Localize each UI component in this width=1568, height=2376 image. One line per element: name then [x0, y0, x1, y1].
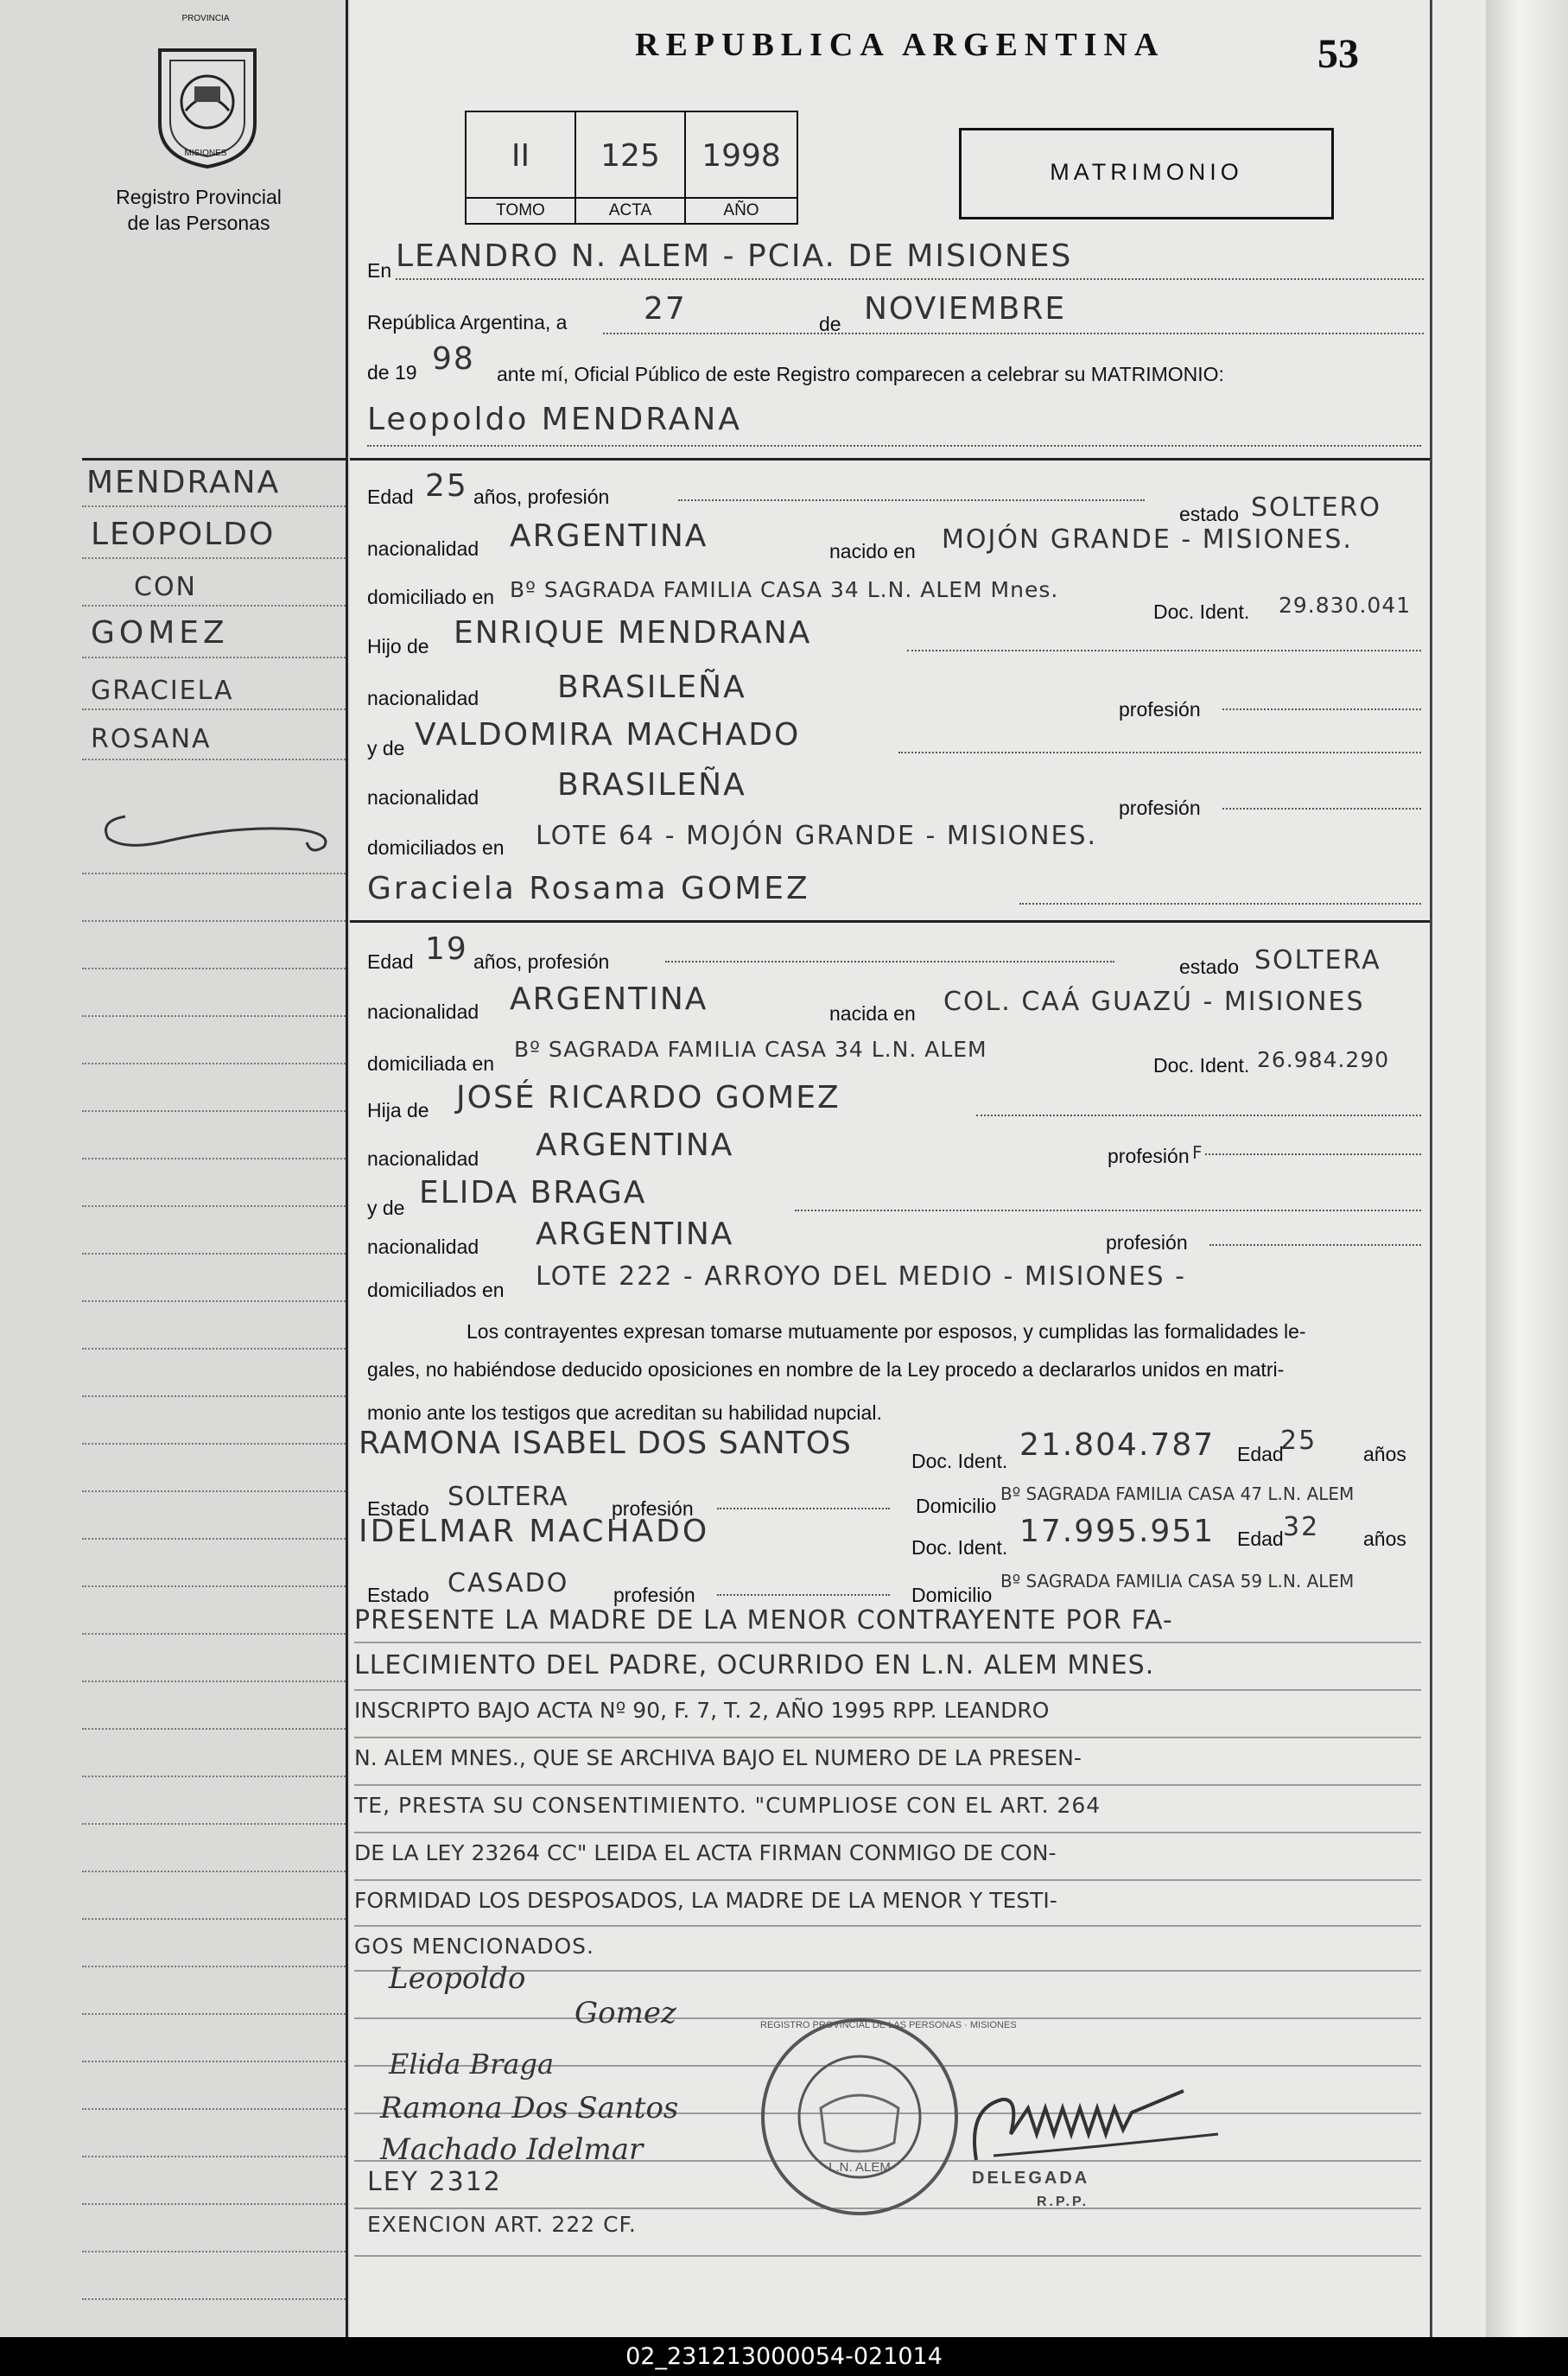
margin-line: ROSANA [91, 724, 212, 754]
signature-mother: Elida Braga [389, 2048, 555, 2081]
tomo-label: TOMO [467, 197, 575, 223]
official-sub: R.P.P. [1037, 2195, 1089, 2209]
seal-text-top: PROVINCIA [181, 14, 230, 23]
witness1-anos-label: años [1363, 1443, 1406, 1465]
groom-nacido: MOJÓN GRANDE - MISIONES. [942, 524, 1353, 555]
groom-nacionalidad-label: nacionalidad [367, 537, 479, 560]
groom-mother-nac: BRASILEÑA [557, 767, 746, 803]
witness1-edad: 25 [1280, 1426, 1317, 1456]
bride-nacida-label: nacida en [829, 1002, 916, 1025]
law-line: LEY 2312 [367, 2167, 502, 2197]
record-type-box [959, 128, 1334, 219]
margin-flourish-icon [91, 799, 341, 860]
tomo-value: II [511, 138, 530, 174]
country-title: REPUBLICA ARGENTINA [635, 27, 1165, 63]
bride-doc: 26.984.290 [1257, 1047, 1390, 1072]
image-id-footer: 02_231213000054-021014 [0, 2337, 1568, 2376]
signature-groom: Leopoldo [389, 1961, 526, 1996]
declaration-line3: monio ante los testigos que acreditan su habilidad nupcial. [367, 1401, 882, 1424]
en-label: En [367, 259, 392, 282]
groom-father-prof-label: profesión [1119, 698, 1201, 721]
groom-hijo-label: Hijo de [367, 635, 429, 658]
witness1-edad-label: Edad [1237, 1443, 1284, 1465]
month-value: NOVIEMBRE [864, 291, 1067, 327]
witness1-profesion-label: profesión [612, 1497, 694, 1520]
groom-parents-domicilio: LOTE 64 - MOJÓN GRANDE - MISIONES. [536, 821, 1098, 851]
witness2-anos-label: años [1363, 1528, 1406, 1550]
bride-name: Graciela Rosama GOMEZ [367, 871, 810, 906]
signature-witness1: Ramona Dos Santos [380, 2091, 679, 2125]
margin-line: MENDRANA [86, 465, 281, 500]
witness2-domicilio-label: Domicilio [911, 1584, 993, 1606]
bride-domicilio-label: domiciliada en [367, 1052, 495, 1075]
margin-divider [346, 0, 348, 2337]
bride-father: JOSÉ RICARDO GOMEZ [456, 1080, 841, 1115]
groom-mother-nac-label: nacionalidad [367, 786, 479, 809]
note-line: GOS MENCIONADOS. [354, 1934, 594, 1959]
bride-hija-label: Hija de [367, 1099, 429, 1121]
margin-line: GOMEZ [91, 615, 229, 651]
registry-name-line1: Registro Provincial [116, 186, 282, 208]
groom-domicilio-label: domiciliado en [367, 586, 495, 608]
bride-mother: ELIDA BRAGA [419, 1175, 647, 1210]
groom-mother-prof-label: profesión [1119, 797, 1201, 819]
ante-text: ante mí, Oficial Público de este Registro comparecen a celebrar su MATRIMONIO: [497, 363, 1224, 385]
registry-stamp-icon [756, 2013, 1017, 2220]
ano-cell [686, 112, 797, 223]
witness1-doc: 21.804.787 [1019, 1427, 1216, 1463]
signature-bride: Gomez [575, 1996, 676, 2030]
ano-value: 1998 [701, 138, 781, 174]
acta-label: ACTA [576, 197, 684, 223]
groom-yde-label: y de [367, 737, 405, 759]
place-value: LEANDRO N. ALEM - PCIA. DE MISIONES [396, 238, 1073, 274]
groom-estado-label: estado [1179, 503, 1240, 525]
margin-line: GRACIELA [91, 676, 234, 706]
bride-mother-prof-label: profesión [1106, 1231, 1188, 1254]
margin-line: LEOPOLDO [91, 517, 276, 552]
bride-nacionalidad: ARGENTINA [510, 982, 708, 1017]
note-line: PRESENTE LA MADRE DE LA MENOR CONTRAYENTE POR FA- [354, 1605, 1173, 1636]
official-title: DELEGADA [972, 2169, 1090, 2188]
bride-estado-label: estado [1179, 956, 1240, 978]
republica-label: República Argentina, a [367, 311, 568, 334]
margin-column [0, 0, 350, 2337]
witness2-name: IDELMAR MACHADO [359, 1514, 710, 1549]
witness2-domicilio: Bº SAGRADA FAMILIA CASA 59 L.N. ALEM [1000, 1571, 1355, 1591]
book-page-edge [1486, 0, 1568, 2337]
de-label: de [819, 313, 841, 335]
stamp-center-text: L.N. ALEM [828, 2160, 891, 2175]
groom-mother: VALDOMIRA MACHADO [415, 717, 801, 753]
right-border [1430, 0, 1432, 2337]
witness1-domicilio-label: Domicilio [916, 1495, 997, 1517]
bride-father-prof: F [1192, 1142, 1204, 1163]
bride-edad: 19 [425, 931, 468, 967]
record-type: MATRIMONIO [1050, 159, 1243, 185]
witness2-profesion-label: profesión [613, 1584, 695, 1606]
bride-domicilio: Bº SAGRADA FAMILIA CASA 34 L.N. ALEM [514, 1037, 987, 1062]
tomo-cell [467, 112, 576, 223]
bride-father-prof-label: profesión [1108, 1145, 1190, 1167]
witness1-doc-label: Doc. Ident. [911, 1450, 1008, 1472]
year-suffix: 98 [432, 341, 475, 377]
note-line: FORMIDAD LOS DESPOSADOS, LA MADRE DE LA MENOR Y TESTI- [354, 1888, 1057, 1913]
official-signature-icon [959, 2074, 1235, 2177]
exencion-line: EXENCION ART. 222 CF. [367, 2212, 637, 2237]
groom-domicilio: Bº SAGRADA FAMILIA CASA 34 L.N. ALEM Mnes. [510, 577, 1059, 602]
note-line: N. ALEM MNES., QUE SE ARCHIVA BAJO EL NUMERO DE LA PRESEN- [354, 1745, 1082, 1770]
acta-cell [576, 112, 686, 223]
witness2-estado-label: Estado [367, 1584, 429, 1606]
acta-value: 125 [600, 138, 660, 174]
witness1-name: RAMONA ISABEL DOS SANTOS [359, 1426, 852, 1461]
witness1-domicilio: Bº SAGRADA FAMILIA CASA 47 L.N. ALEM [1000, 1483, 1355, 1504]
witness1-estado-label: Estado [367, 1497, 429, 1520]
page-number: 53 [1317, 31, 1359, 77]
witness2-estado: CASADO [448, 1568, 569, 1598]
bride-section-divider [350, 920, 1430, 923]
witness1-estado: SOLTERA [448, 1482, 568, 1512]
bride-mother-nac: ARGENTINA [536, 1217, 734, 1252]
groom-name: Leopoldo MENDRANA [367, 402, 742, 437]
bride-parents-domicilio: LOTE 222 - ARROYO DEL MEDIO - MISIONES - [536, 1261, 1186, 1292]
year-prefix: de 19 [367, 361, 417, 384]
note-line: LLECIMIENTO DEL PADRE, OCURRIDO EN L.N. ALEM MNES. [354, 1650, 1155, 1680]
day-value: 27 [644, 291, 687, 327]
bride-yde-label: y de [367, 1197, 405, 1219]
witness2-edad-label: Edad [1237, 1528, 1284, 1550]
margin-line: CON [134, 572, 198, 602]
bride-edad-label: Edad [367, 950, 414, 973]
note-line: INSCRIPTO BAJO ACTA Nº 90, F. 7, T. 2, AÑO 1995 RPP. LEANDRO [354, 1698, 1050, 1723]
bride-father-nac: ARGENTINA [536, 1128, 734, 1163]
groom-nacionalidad: ARGENTINA [510, 518, 708, 554]
groom-domiciliados-label: domiciliados en [367, 836, 505, 859]
seal-text-bottom: MISIONES [184, 149, 227, 158]
declaration-line1: Los contrayentes expresan tomarse mutuamente por esposos, y cumplidas las formalidades le- [467, 1320, 1306, 1343]
bride-father-nac-label: nacionalidad [367, 1147, 479, 1170]
bride-doc-label: Doc. Ident. [1153, 1054, 1250, 1077]
note-line: DE LA LEY 23264 CC" LEIDA EL ACTA FIRMAN CONMIGO DE CON- [354, 1840, 1057, 1865]
bride-nacionalidad-label: nacionalidad [367, 1001, 479, 1023]
witness2-doc-label: Doc. Ident. [911, 1536, 1008, 1559]
stamp-ring-text: REGISTRO PROVINCIAL DE LAS PERSONAS · MISIONES [760, 2020, 1017, 2030]
record-reference-box [465, 111, 798, 225]
groom-father-nac-label: nacionalidad [367, 687, 479, 709]
groom-doc-label: Doc. Ident. [1153, 600, 1250, 623]
groom-section-divider [350, 458, 1430, 461]
groom-doc: 29.830.041 [1279, 593, 1412, 618]
groom-edad-label: Edad [367, 486, 414, 508]
ano-label: AÑO [686, 197, 797, 223]
declaration-line2: gales, no habiéndose deducido oposiciones en nombre de la Ley procedo a declararlos unidos en matri- [367, 1358, 1285, 1381]
groom-father-nac: BRASILEÑA [557, 670, 746, 705]
groom-father: ENRIQUE MENDRANA [454, 615, 812, 651]
groom-profesion-label: años, profesión [473, 486, 610, 508]
witness2-doc: 17.995.951 [1019, 1514, 1216, 1549]
registry-name-line2: de las Personas [127, 212, 270, 234]
groom-estado: SOLTERO [1251, 492, 1381, 523]
signature-witness2: Machado Idelmar [380, 2132, 644, 2167]
witness2-edad: 32 [1283, 1512, 1320, 1542]
bride-mother-nac-label: nacionalidad [367, 1236, 479, 1258]
bride-estado: SOLTERA [1254, 945, 1381, 975]
bride-profesion-label: años, profesión [473, 950, 610, 973]
groom-edad: 25 [425, 468, 468, 504]
margin-top-rule [82, 458, 346, 461]
bride-domiciliados-label: domiciliados en [367, 1279, 505, 1301]
groom-nacido-label: nacido en [829, 540, 916, 562]
bride-nacida: COL. CAÁ GUAZÚ - MISIONES [943, 987, 1365, 1017]
note-line: TE, PRESTA SU CONSENTIMIENTO. "CUMPLIOSE CON EL ART. 264 [354, 1793, 1101, 1818]
